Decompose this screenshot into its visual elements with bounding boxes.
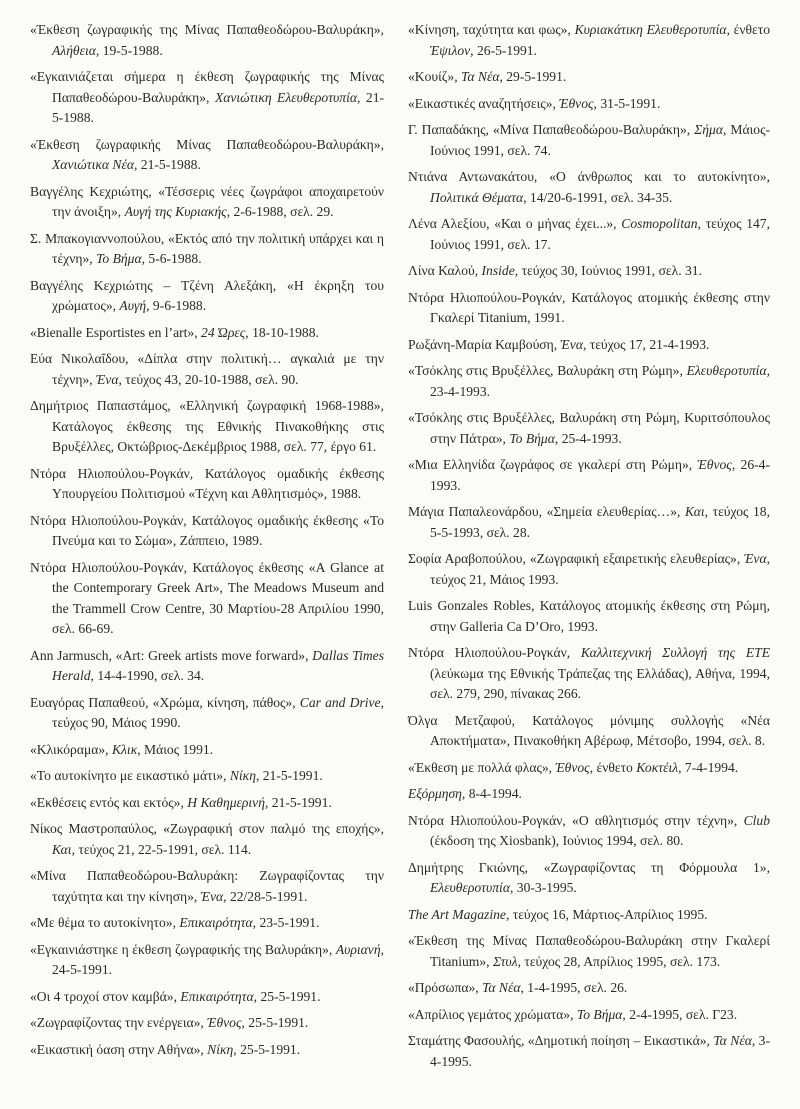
entry-text: , 21-5-1988. <box>134 157 201 172</box>
publication-title: Και <box>685 504 705 519</box>
entry-text: Εύα Νικολαΐδου, «Δίπλα στην πολιτική… αγκαλιά με την τέχνη», <box>30 351 384 387</box>
entry-text: , 8-4-1994. <box>461 786 522 801</box>
publication-title: Ένα <box>560 336 583 352</box>
bibliography-entry <box>408 214 770 255</box>
entry-text: , 19-5-1988. <box>95 42 163 58</box>
entry-text: , 1-4-1995, σελ. 26. <box>520 980 628 995</box>
publication-title: Έθνος <box>555 759 590 775</box>
publication-title: Το Βήμα <box>96 251 142 266</box>
entry-text: , 21-5-1991. <box>264 794 332 810</box>
entry-text: Λίνα Καλού, <box>408 263 482 278</box>
publication-title: Επικαιρότητα <box>180 988 254 1004</box>
entry-text: , 23-5-1991. <box>252 915 320 930</box>
entry-text: «Έκθεση της Μίνας Παπαθεοδώρου-Βαλυράκη στην Γκαλερί Titanium», <box>408 933 770 969</box>
publication-title: Νίκη <box>229 768 256 783</box>
publication-title: Το Βήμα <box>576 1006 623 1022</box>
bibliography-entry <box>408 20 770 61</box>
entry-text: «Απρίλιος γεμάτος χρώματα», <box>408 1006 577 1022</box>
bibliography-entry <box>30 1013 384 1034</box>
bibliography-entry <box>30 349 384 390</box>
entry-text: , 21-5-1988. <box>52 89 385 125</box>
entry-text: Ευαγόρας Παπαθεού, «Χρώμα, κίνηση, πάθος», <box>30 694 300 710</box>
bibliography-entry <box>408 931 770 972</box>
entry-text: Βαγγέλης Κεχριώτης – Τζένη Αλεξάκη, «Η έκρηξη του χρώματος», <box>30 277 384 313</box>
entry-text: «Κουίζ», <box>408 69 462 84</box>
publication-title: Αυγή της Κυριακής <box>124 204 227 219</box>
entry-text: , τεύχος 17, 21-4-1993. <box>582 336 710 352</box>
bibliography-entry <box>30 987 384 1008</box>
entry-text: «Με θέμα το αυτοκίνητο», <box>30 915 180 930</box>
publication-title: Έθνος <box>559 95 594 111</box>
bibliography-entry <box>408 261 770 282</box>
bibliography-entry <box>408 288 770 329</box>
publication-title: Ένα <box>744 551 767 566</box>
entry-text: «Μια Ελληνίδα ζωγράφος σε γκαλερί στη Ρώμη», <box>408 457 698 472</box>
entry-text: , 26-5-1991. <box>470 42 537 58</box>
publication-title: Νίκη <box>207 1041 234 1057</box>
publication-title: Inside <box>481 263 515 278</box>
entry-text: , 21-5-1991. <box>255 768 323 783</box>
publication-title: 24 Ώρες <box>201 324 246 340</box>
entry-text: (λεύκωμα της Εθνικής Τράπεζας της Ελλάδας), Αθήνα, 1994, σελ. 279, 290, πίνακας 266. <box>430 665 770 701</box>
entry-text: , 7-4-1994. <box>678 759 739 775</box>
bibliography-entry <box>30 182 384 223</box>
publication-title: Καλλιτεχνική Συλλογή της ΕΤΕ <box>580 645 770 660</box>
entry-text: Δημήτριος Παπαστάμος, «Ελληνική ζωγραφική 1968-1988», Κατάλογος έκθεσης της Εθνικής Πινακοθήκης στις Βρυξέλλες, Οκτώβριος-Δεκέμβριος 1988, σελ. 77, έργο 61. <box>30 398 384 454</box>
entry-text: Ντόρα Ηλιοπούλου-Ρογκάν, <box>408 645 581 660</box>
bibliography-entry <box>408 408 770 449</box>
entry-text: , 25-5-1991. <box>253 988 321 1004</box>
entry-text: Ρωξάνη-Μαρία Καμβούση, <box>408 336 561 352</box>
bibliography-entry <box>30 464 384 505</box>
bibliography-entry <box>408 67 770 88</box>
publication-title: Έθνος <box>207 1015 242 1030</box>
bibliography-entry <box>408 167 770 208</box>
entry-text: Luis Gonzales Robles, Κατάλογος ατομικής έκθεσης στη Ρώμη, στην Galleria Ca D’Oro, 1993. <box>408 598 770 634</box>
publication-title: Επικαιρότητα <box>179 915 253 930</box>
entry-text: «Οι 4 τροχοί στον καμβά», <box>30 988 181 1004</box>
entry-text: Όλγα Μετζαφού, Κατάλογος μόνιμης συλλογής «Νέα Αποκτήματα», Πινακοθήκη Αβέρωφ, Μέτσοβο, 1994, σελ. 8. <box>408 712 770 748</box>
entry-text: , Μάιος-Ιούνιος 1991, σελ. 74. <box>430 122 770 158</box>
publication-title: Club <box>743 812 770 828</box>
bibliography-entry <box>408 758 770 779</box>
entry-text: «Τσόκλης στις Βρυξέλλες, Βαλυράκη στη Ρώμη», <box>408 363 687 378</box>
entry-text: Ντόρα Ηλιοπούλου-Ρογκάν, «Ο αθλητισμός στην τέχνη», <box>408 812 744 828</box>
entry-text: Ντόρα Ηλιοπούλου-Ρογκάν, Κατάλογος έκθεσης «A Glance at the Contemporary Greek Art», The Meadows Museum and the Trammell Crow Centre, 30 Μαρτίου-28 Απριλίου 1990, σελ. 66-69. <box>30 559 384 636</box>
entry-text: , ένθετο <box>726 22 770 37</box>
publication-title: Σήμα <box>694 122 723 137</box>
entry-text: Νίκος Μαστροπαύλος, «Ζωγραφική στον παλμό της εποχής», <box>30 821 384 836</box>
publication-title: Dallas Times Herald <box>52 647 384 683</box>
bibliography-entry <box>30 766 384 787</box>
bibliography-entry <box>30 135 384 176</box>
entry-text: «Κλικόραμα», <box>30 741 112 757</box>
bibliography-entry <box>30 276 384 317</box>
entry-text: Δημήτρης Γκιώνης, «Ζωγραφίζοντας τη Φόρμουλα 1», <box>408 859 770 875</box>
bibliography-entry <box>30 396 384 458</box>
entry-text: , 22/28-5-1991. <box>223 888 308 904</box>
publication-title: Κοκτέιλ <box>636 759 679 775</box>
entry-text: , 18-10-1988. <box>245 324 319 340</box>
entry-text: , τεύχος 90, Μάιος 1990. <box>52 694 384 730</box>
entry-text: «Ζωγραφίζοντας την ενέργεια», <box>30 1015 208 1030</box>
entry-text: , τεύχος 28, Απρίλιος 1995, σελ. 173. <box>517 953 721 969</box>
bibliography-entry <box>408 335 770 356</box>
entry-text: Σταμάτης Φασουλής, «Δημοτική ποίηση – Εικαστικά», <box>408 1033 714 1048</box>
bibliography-entry <box>408 502 770 543</box>
entry-text: , 14-4-1990, σελ. 34. <box>90 668 205 683</box>
bibliography-column-left <box>30 20 384 1066</box>
entry-text: (έκδοση της Xiosbank), Ιούνιος 1994, σελ. 80. <box>430 833 684 848</box>
entry-text: , τεύχος 16, Μάρτιος-Απρίλιος 1995. <box>505 906 708 922</box>
publication-title: Η Καθημερινή <box>187 794 265 810</box>
entry-text: «Πρόσωπα», <box>408 980 483 995</box>
entry-text: Μάγια Παπαλεονάρδου, «Σημεία ελευθερίας…», <box>408 504 686 519</box>
entry-text: , 23-4-1993. <box>430 363 770 399</box>
publication-title: Χανιώτικη Ελευθεροτυπία <box>214 89 358 105</box>
publication-title: Κλικ <box>111 741 138 757</box>
bibliography-entry <box>408 978 770 999</box>
entry-text: Σοφία Αραβοπούλου, «Ζωγραφική εξαιρετικής ελευθερίας», <box>408 551 745 566</box>
entry-text: Ann Jarmusch, «Art: Greek artists move forward», <box>30 647 313 663</box>
entry-text: , ένθετο <box>589 759 637 775</box>
bibliography-entry <box>30 1040 384 1061</box>
entry-text: , 25-5-1991. <box>233 1041 301 1057</box>
entry-text: «Εικαστική όαση στην Αθήνα», <box>30 1041 208 1057</box>
publication-title: Cosmopolitan <box>621 216 698 231</box>
publication-title: Ένα <box>96 371 119 387</box>
bibliography-entry <box>30 740 384 761</box>
entry-text: , τεύχος 18, 5-5-1993, σελ. 28. <box>430 504 770 540</box>
entry-text: «Εγκαινιάζεται σήμερα η έκθεση ζωγραφικής της Μίνας Παπαθεοδώρου-Βαλυράκη», <box>30 69 384 105</box>
entry-text: , 14/20-6-1991, σελ. 34-35. <box>523 189 673 205</box>
entry-text: , 31-5-1991. <box>593 95 661 111</box>
publication-title: Χανιώτικα Νέα <box>52 157 134 172</box>
entry-text: , 5-6-1988. <box>141 251 202 266</box>
entry-text: «Μίνα Παπαθεοδώρου-Βαλυράκη: Ζωγραφίζοντας την ταχύτητα και την κίνηση», <box>30 868 384 904</box>
bibliography-entry <box>30 913 384 934</box>
publication-title: Αλήθεια <box>52 42 96 58</box>
entry-text: Ντόρα Ηλιοπούλου-Ρογκάν, Κατάλογος ομαδικής έκθεσης «Το Πνεύμα και το Σώμα», Ζάππειο, 1989. <box>30 512 384 548</box>
bibliography-entry <box>30 323 384 344</box>
entry-text: «Το αυτοκίνητο με εικαστικό μάτι», <box>30 768 230 783</box>
bibliography-entry <box>408 94 770 115</box>
entry-text: Ντιάνα Αντωνακάτου, «Ο άνθρωπος και το αυτοκίνητο», <box>408 169 770 184</box>
publication-title: Αυριανή <box>335 941 381 957</box>
entry-text: , 9-6-1988. <box>146 298 207 313</box>
bibliography-entry <box>30 646 384 687</box>
publication-title: The Art Magazine <box>408 906 506 922</box>
publication-title: Αυγή <box>119 298 147 313</box>
bibliography-entry <box>30 229 384 270</box>
publication-title: Τα Νέα <box>713 1033 752 1048</box>
bibliography-entry <box>30 793 384 814</box>
entry-text: Βαγγέλης Κεχριώτης, «Τέσσερις νέες ζωγράφοι αποχαιρετούν την άνοιξη», <box>30 183 384 219</box>
entry-text: , 29-5-1991. <box>499 69 567 84</box>
entry-text: Σ. Μπακογιαννοπούλου, «Εκτός από την πολιτική υπάρχει και η τέχνη», <box>30 230 384 266</box>
entry-text: , τεύχος 21, Μάιος 1993. <box>430 551 770 587</box>
bibliography-entry <box>408 905 770 926</box>
bibliography-entry <box>408 643 770 705</box>
bibliography-entry <box>30 558 384 640</box>
bibliography-entry <box>30 511 384 552</box>
entry-text: , 2-4-1995, σελ. Γ23. <box>622 1006 738 1022</box>
bibliography-entry <box>408 811 770 852</box>
entry-text: «Έκθεση με πολλά φλας», <box>408 759 556 775</box>
entry-text: «Έκθεση ζωγραφικής της Μίνας Παπαθεοδώρου-Βαλυράκη», <box>30 22 384 37</box>
entry-text: , 2-6-1988, σελ. 29. <box>226 204 334 219</box>
entry-text: , τεύχος 147, Ιούνιος 1991, σελ. 17. <box>430 216 770 252</box>
entry-text: , 25-4-1993. <box>554 430 622 446</box>
publication-title: Ελευθεροτυπία <box>686 363 767 378</box>
bibliography-entry <box>30 819 384 860</box>
publication-title: Και <box>52 841 72 857</box>
entry-text: , 30-3-1995. <box>509 880 577 895</box>
bibliography-entry <box>408 549 770 590</box>
publication-title: Το Βήμα <box>509 430 555 446</box>
publication-title: Ελευθεροτυπία <box>430 880 510 895</box>
publication-title: Κυριακάτικη Ελευθεροτυπία <box>574 22 727 37</box>
entry-text: , Μάιος 1991. <box>137 741 214 757</box>
bibliography-entry <box>408 361 770 402</box>
bibliography-entry <box>30 866 384 907</box>
entry-text: , 26-4-1993. <box>430 457 770 493</box>
bibliography-entry <box>408 596 770 637</box>
entry-text: , τεύχος 30, Ιούνιος 1991, σελ. 31. <box>514 263 703 278</box>
bibliography-entry <box>408 858 770 899</box>
bibliography-entry <box>408 455 770 496</box>
publication-title: Έψιλον <box>430 42 471 58</box>
publication-title: Πολιτικά Θέματα <box>430 189 524 205</box>
entry-text: «Κίνηση, ταχύτητα και φως», <box>408 22 575 37</box>
entry-text: «Εικαστικές αναζητήσεις», <box>408 95 560 111</box>
bibliography-entry <box>30 67 384 129</box>
publication-title: Στυλ <box>492 953 518 969</box>
bibliography-entry <box>408 120 770 161</box>
entry-text: , 24-5-1991. <box>52 941 384 977</box>
entry-text: «Τσόκλης στις Βρυξέλλες, Βαλυράκη στη Ρώμη, Κυριτσόπουλος στην Πάτρα», <box>408 410 770 446</box>
publication-title: Τα Νέα <box>461 69 500 84</box>
bibliography-entry <box>30 940 384 981</box>
bibliography-entry <box>408 784 770 805</box>
entry-text: Ντόρα Ηλιοπούλου-Ρογκάν, Κατάλογος ατομικής έκθεσης στην Γκαλερί Titanium, 1991. <box>408 289 770 325</box>
bibliography-entry <box>30 693 384 734</box>
entry-text: «Έκθεση ζωγραφικής Μίνας Παπαθεοδώρου-Βαλυράκη», <box>30 136 384 152</box>
entry-text: , 25-5-1991. <box>241 1015 309 1030</box>
publication-title: Τα Νέα <box>482 980 521 995</box>
bibliography-entry <box>30 20 384 61</box>
bibliography-entry <box>408 1031 770 1072</box>
entry-text: Λένα Αλεξίου, «Και ο μήνας έχει...», <box>408 216 622 231</box>
publication-title: Εξόρμηση <box>408 786 462 801</box>
bibliography-column-right <box>408 20 770 1078</box>
entry-text: «Εγκαινιάστηκε η έκθεση ζωγραφικής της Βαλυράκη», <box>30 941 336 957</box>
bibliography-entry <box>408 711 770 752</box>
entry-text: «Εκθέσεις εντός και εκτός», <box>30 794 188 810</box>
entry-text: «Bienalle Esportistes en l’art», <box>30 324 202 340</box>
bibliography-entry <box>408 1005 770 1026</box>
publication-title: Ένα <box>200 888 224 904</box>
publication-title: Έθνος <box>697 457 732 472</box>
entry-text: , τεύχος 43, 20-10-1988, σελ. 90. <box>118 371 299 387</box>
entry-text: , 3-4-1995. <box>430 1033 770 1069</box>
publication-title: Car and Drive <box>299 694 381 710</box>
entry-text: , τεύχος 21, 22-5-1991, σελ. 114. <box>71 841 252 857</box>
entry-text: Γ. Παπαδάκης, «Μίνα Παπαθεοδώρου-Βαλυράκη», <box>408 122 695 137</box>
entry-text: Ντόρα Ηλιοπούλου-Ρογκάν, Κατάλογος ομαδικής έκθεσης Υπουργείου Πολιτισμού «Τέχνη και Αθλητισμός», 1988. <box>30 465 384 501</box>
